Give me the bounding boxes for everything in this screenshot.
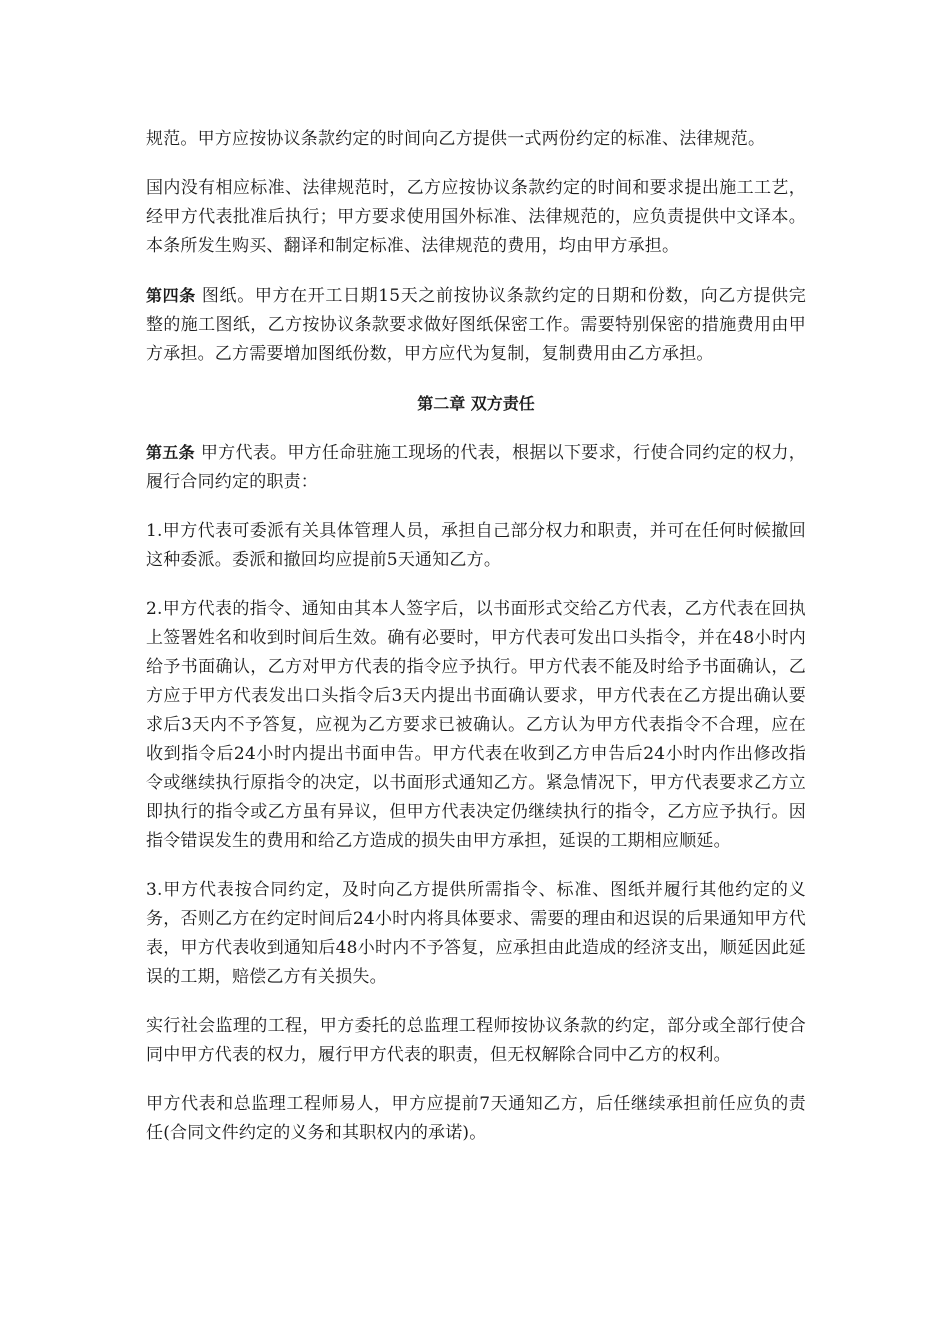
chapter-title: 第二章 双方责任 [417, 394, 535, 413]
article-heading: 第五条 [146, 443, 195, 462]
paragraph-text: 2.甲方代表的指令、通知由其本人签字后，以书面形式交给乙方代表，乙方代表在回执上签署姓名和收到时间后生效。确有必要时，甲方代表可发出口头指令，并在48小时内给予书面确认，乙方对甲方代表的指令应予执行。甲方代表不能及时给予书面确认，乙方应于甲方代表发出口头指令后3天内提出书面确认要求，甲方代表在乙方提出确认要求后3天内不予答复，应视为乙方要求已被确认。乙方认为甲方代表指令不合理，应在收到指令后24小时内提出书面申告。甲方代表在收到乙方申告后24小时内作出修改指令或继续执行原指令的决定，以书面形式通知乙方。紧急情况下，甲方代表要求乙方立即执行的指令或乙方虽有异议，但甲方代表决定仍继续执行的指令，乙方应予执行。因指令错误发生的费用和给乙方造成的损失由甲方承担，延误的工期相应顺延。 [146, 599, 806, 851]
paragraph-text: 规范。甲方应按协议条款约定的时间向乙方提供一式两份约定的标准、法律规范。 [146, 129, 766, 149]
clause-2 [146, 595, 806, 856]
paragraph-supervision [146, 1012, 806, 1070]
paragraph-text: 甲方代表。甲方任命驻施工现场的代表，根据以下要求，行使合同约定的权力，履行合同约定的职责： [146, 443, 806, 492]
paragraph-text: 甲方代表和总监理工程师易人，甲方应提前7天通知乙方，后任继续承担前任应负的责任(合同文件约定的义务和其职权内的承诺)。 [146, 1094, 806, 1143]
paragraph-text: 实行社会监理的工程，甲方委托的总监理工程师按协议条款的约定，部分或全部行使合同中甲方代表的权力，履行甲方代表的职责，但无权解除合同中乙方的权利。 [146, 1016, 806, 1065]
paragraph-text: 3.甲方代表按合同约定，及时向乙方提供所需指令、标准、图纸并履行其他约定的义务，否则乙方在约定时间后24小时内将具体要求、需要的理由和迟误的后果通知甲方代表，甲方代表收到通知后48小时内不予答复，应承担由此造成的经济支出，顺延因此延误的工期，赔偿乙方有关损失。 [146, 880, 806, 987]
article-heading: 第四条 [146, 286, 196, 305]
article-4-drawings [146, 281, 806, 369]
paragraph-standards-provision [146, 125, 806, 154]
clause-1 [146, 517, 806, 575]
article-5-party-a-representative [146, 438, 806, 497]
paragraph-personnel-change [146, 1090, 806, 1148]
clause-3 [146, 876, 806, 992]
paragraph-text: 1.甲方代表可委派有关具体管理人员，承担自己部分权力和职责，并可在任何时候撤回这种委派。委派和撤回均应提前5天通知乙方。 [146, 521, 806, 570]
paragraph-text: 国内没有相应标准、法律规范时，乙方应按协议条款约定的时间和要求提出施工工艺，经甲方代表批准后执行；甲方要求使用国外标准、法律规范的，应负责提供中文译本。本条所发生购买、翻译和制定标准、法律规范的费用，均由甲方承担。 [146, 178, 806, 256]
paragraph-foreign-standards [146, 174, 806, 261]
document-body [146, 125, 806, 1168]
paragraph-text: 图纸。甲方在开工日期15天之前按协议条款约定的日期和份数，向乙方提供完整的施工图纸，乙方按协议条款要求做好图纸保密工作。需要特别保密的措施费用由甲方承担。乙方需要增加图纸份数，甲方应代为复制，复制费用由乙方承担。 [146, 286, 806, 364]
